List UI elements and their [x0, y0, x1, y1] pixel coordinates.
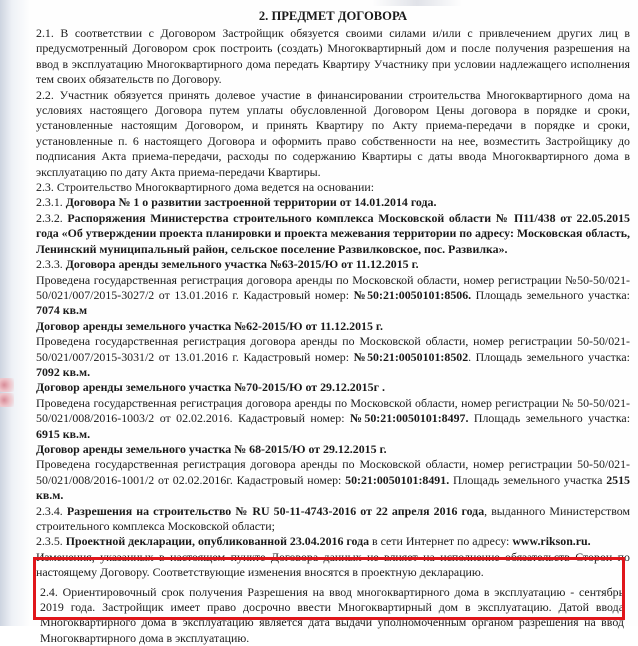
clause-text: в сети Интернет по адресу:	[369, 534, 513, 549]
clause-text: Разрешения на строительство № RU 50-11-4743-2016 от 22 апреля 2016 года	[66, 503, 485, 518]
section-title: 2. ПРЕДМЕТ ДОГОВОРА	[258, 9, 408, 23]
clause-number: 2.2.	[36, 87, 54, 102]
clause-text: Участник обязуется принять долевое участие в финансировании строительства Многоквартирного дома на условиях настоящего Договора путем уплаты обусловленной Договором Цены договора в порядке и сроки, установленные настоящим Договором, и принять Квартиру по Акту приема-передачи в порядке и сроки, установленные п. 6 настоящего Договора и оформить право собственности на нее, возместить Застройщику до подписания Акта приема-передачи, расходы по содержанию Квартиры с даты ввода Многоквартирного дома в эксплуатацию по дату Акта приема-передачи Квартиры.	[36, 87, 630, 179]
registration-paragraph	[36, 273, 630, 319]
clause-2-2	[36, 88, 630, 180]
clause-number: 2.4.	[40, 584, 58, 599]
registration-text: . Площадь земельного участка:	[468, 349, 630, 364]
clause-text: Ориентировочный срок получения Разрешения на ввод многоквартирного дома в эксплуатацию - сентябрь 2019 года. Застройщик имеет право досрочно ввести Многоквартирный дом в эксплуатацию. Датой ввода Многоквартирного дома в эксплуатацию является дата выдачи уполномоченным органом разрешения на ввод Многоквартирного дома в эксплуатацию.	[40, 584, 625, 645]
land-area: 7074 кв.м	[36, 303, 88, 318]
clause-text: Договора аренды земельного участка №63-2015/Ю от 11.12.2015 г.	[65, 257, 419, 272]
registration-paragraph	[36, 457, 630, 503]
lease-title: Договор аренды земельного участка № 68-2015/Ю от 29.12.2015 г.	[36, 441, 387, 456]
registration-text: Площадь земельного участка:	[471, 287, 630, 302]
clause-number: 2.1.	[36, 26, 54, 40]
land-area: 2515 кв.м.	[36, 472, 630, 503]
registration-paragraph	[36, 396, 630, 442]
cadastral-number: №50:21:0050101:8497.	[349, 411, 469, 426]
lease-title: Договор аренды земельного участка №70-2015/Ю от 29.12.2015г .	[36, 380, 385, 395]
scan-stain	[0, 393, 14, 407]
cadastral-number: №50:21:0050101:8502	[353, 349, 469, 364]
clause-2-3-4	[36, 504, 630, 535]
clause-2-3	[36, 180, 630, 195]
scan-edge-shadow	[0, 0, 30, 626]
clause-number: 2.3.5.	[36, 534, 63, 549]
scan-artifact	[372, 0, 462, 6]
scan-stain	[0, 378, 14, 392]
registration-text: Площадь земельного участка:	[468, 411, 630, 426]
registration-text: Проведена государственная регистрация договора аренды по Московской области, номер регистрации 50-50/021-50/021/008/2016-1001/2 от 02.02.2016г. Кадастровый номер:	[36, 457, 630, 487]
clause-number: 2.3.2.	[36, 210, 63, 225]
clause-text: Изменения, указанных в настоящем пункте Договора данных не влияет на исполнение обязательств Сторон по настоящему Договору. Соответствующие изменения вносятся в проектную декларацию.	[36, 549, 630, 580]
red-highlight-box	[33, 557, 625, 620]
clause-2-3-3	[36, 257, 630, 272]
land-area: 7092 кв.м.	[36, 364, 91, 379]
clause-number: 2.3.4.	[36, 503, 63, 518]
clause-text: , выданного Министерством строительного комплекса Московской области;	[36, 503, 630, 533]
lease-title: Договор аренды земельного участка №62-2015/Ю от 11.12.2015 г.	[36, 318, 383, 333]
clause-number: 2.3.1.	[36, 195, 63, 210]
clause-text: Проектной декларации, опубликованной 23.04.2016 года	[65, 534, 370, 549]
cadastral-number: №50:21:0050101:8506.	[353, 287, 472, 302]
document-body	[36, 9, 630, 646]
clause-2-1	[36, 26, 630, 88]
clause-2-3-2	[36, 211, 630, 257]
clause-text: Строительство Многоквартирного дома ведется на основании:	[56, 180, 375, 195]
registration-text: Площадь земельного участка	[449, 472, 607, 487]
registration-text: Проведена государственная регистрация договора аренды по Московской области, номер регистрации 50-50/021-50/021/007/2015-3031/2 от 13.01.2016 г. Кадастровый номер:	[36, 334, 630, 364]
clause-text: Распоряжения Министерства строительного комплекса Московской области № П11/438 от 22.05.2015 года «Об утверждении проекта планировки и проекта межевания территории по адресу: Московская область, Ленинский муниципальный район, сельское поселение Развилковское, пос. Развилка».	[36, 210, 630, 256]
clause-number: 2.3.3.	[36, 257, 63, 272]
clause-2-3-1	[36, 195, 630, 210]
cadastral-number: 50:21:0050101:8491.	[345, 472, 450, 487]
registration-text: Проведена государственная регистрация договора аренды по Московской области, номер регистрации №50-50/021-50/021/007/2015-3027/2 от 13.01.2016 г. Кадастровый номер:	[36, 272, 630, 302]
clause-2-3-5	[36, 534, 630, 549]
registration-text: Проведена государственная регистрация договора аренды по Московской области, номер регистрации № 50-50/021-50/021/008/2016-1003/2 от 02.02.2016. Кадастровый номер:	[36, 395, 630, 426]
registration-paragraph	[36, 334, 630, 380]
clause-text: Договора № 1 о развитии застроенной территории от 14.01.2014 года.	[65, 195, 437, 210]
lease-heading	[36, 442, 630, 457]
clause-text: В соответствии с Договором Застройщик обязуется своими силами и/или с привлечением других лиц в предусмотренный Договором срок построить (создать) Многоквартирный дом и после получения разрешения на ввод в эксплуатацию Многоквартирного дома передать Квартиру Участнику при условии надлежащего исполнения тем своих обязательств по Договору.	[36, 26, 631, 87]
lease-heading	[36, 380, 630, 395]
lease-heading	[36, 319, 630, 334]
land-area: 6915 кв.м.	[36, 426, 91, 441]
clause-number: 2.3.	[36, 180, 54, 195]
website-link: www.rikson.ru.	[512, 534, 591, 549]
